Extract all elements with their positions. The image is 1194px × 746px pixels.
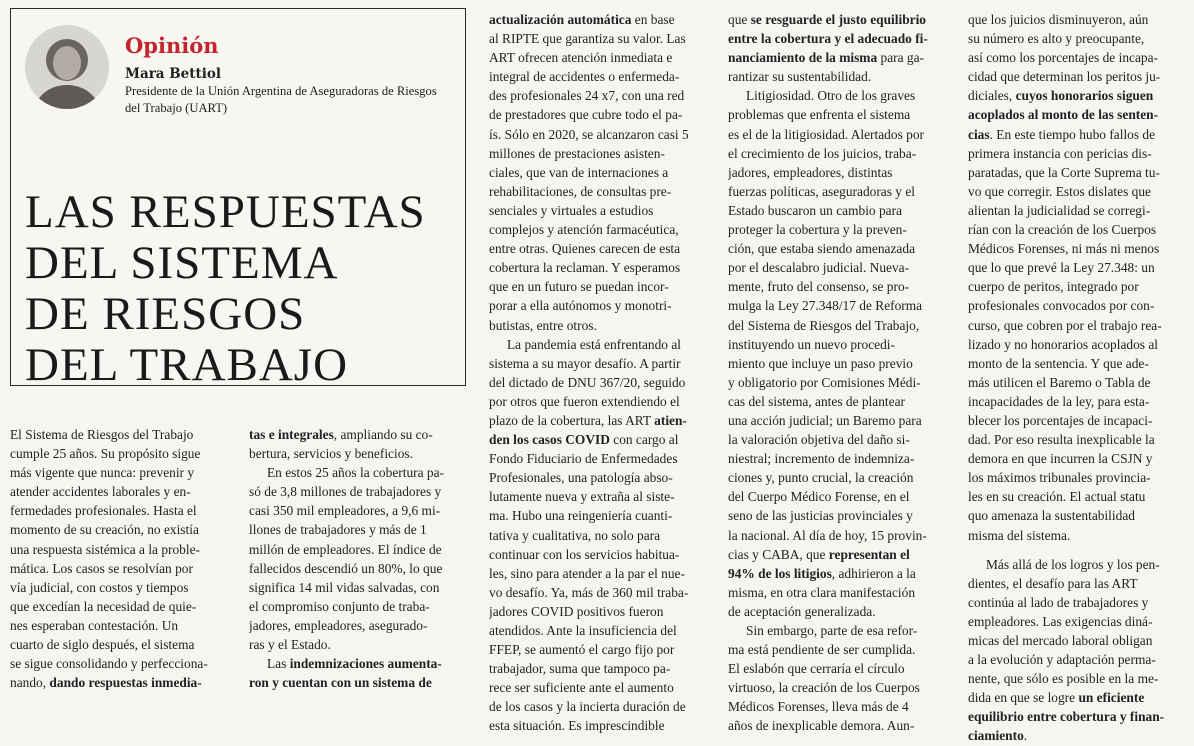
text-line xyxy=(728,545,948,564)
text-line: entre otras. Quienes carecen de esta xyxy=(489,241,681,257)
text-line: de aceptación generalizada. xyxy=(728,603,876,619)
text-line: lutamente nueva y extraña al siste- xyxy=(489,489,675,505)
bold-run: atien- xyxy=(654,412,687,428)
text-line: del dictado de DNU 367/20, seguido xyxy=(489,374,686,390)
headline-line: LAS RESPUESTAS xyxy=(25,186,426,238)
text-line: ART ofrecen atención inmediata e xyxy=(489,50,673,66)
text-run: , ampliando su co- xyxy=(333,427,433,442)
text-line: Sin embargo, parte de esa refor- xyxy=(746,623,918,638)
text-run: , adhirieron a la xyxy=(831,565,916,581)
bold-run: actualización automática xyxy=(489,12,632,27)
text-line: millones de prestaciones asisten- xyxy=(489,145,665,161)
text-line xyxy=(968,726,1186,745)
text-line: la valoración objetiva del daño si- xyxy=(728,432,910,448)
text-line: que excedían la necesidad de quie- xyxy=(10,598,197,614)
bold-run: indemnizaciones aumenta- xyxy=(289,656,442,672)
text-line: El Sistema de Riesgos del Trabajo xyxy=(10,427,194,442)
headline xyxy=(25,187,455,391)
text-run: plazo de la cobertura, las ART xyxy=(489,412,655,428)
bold-run: cuyos honorarios siguen xyxy=(1015,88,1154,104)
bold-run: cias xyxy=(968,126,990,142)
text-line: misma del sistema. xyxy=(968,527,1071,543)
text-line: del Sistema de Riesgos del Trabajo, xyxy=(728,317,920,333)
text-line: cidad que determinan los peritos ju- xyxy=(968,69,1161,85)
text-line: cumple 25 años. Su propósito sigue xyxy=(10,446,201,462)
text-line: ma está pendiente de ser cumplida. xyxy=(728,642,916,658)
text-line: porar a ella autónomos y monotri- xyxy=(489,298,672,314)
text-line xyxy=(10,673,232,692)
text-line: empleadores. Las exigencias diná- xyxy=(968,613,1153,629)
bold-run: equilibrio entre cobertura y finan- xyxy=(968,709,1165,725)
text-line: lizado y no honorarios acoplados al xyxy=(968,336,1159,352)
text-line: vo que corregir. Estos dislates que xyxy=(968,183,1151,199)
text-line: misma, en otra clara manifestación xyxy=(728,584,916,600)
text-line: incapacidades de la ley, para esta- xyxy=(968,393,1150,409)
text-line: quo amenaza la sustentabilidad xyxy=(968,508,1135,524)
text-line: FFEP, se aumentó el cargo fijo por xyxy=(489,642,675,658)
text-line: blecer los porcentajes de incapaci- xyxy=(968,412,1153,428)
text-line: les, sino para atender a la par el nue- xyxy=(489,565,685,581)
text-line xyxy=(728,10,948,29)
text-line: momento de su creación, no existía xyxy=(10,522,199,538)
text-line: los máximos tribunales provincia- xyxy=(968,470,1151,486)
text-line: su número es alto y preocupante, xyxy=(968,31,1145,47)
text-line: alientan la judicialidad se corregi- xyxy=(968,202,1151,218)
text-line: La pandemia está enfrentando al xyxy=(507,336,681,352)
text-line: dad. Por eso resulta inexplicable la xyxy=(968,432,1155,448)
text-line: esta situación. Es imprescindible xyxy=(489,718,665,734)
text-run: cias y CABA, que xyxy=(728,546,829,562)
text-line: virtuoso, la creación de los Cuerpos xyxy=(728,680,920,696)
text-line: ma. Hubo una reingeniería cuanti- xyxy=(489,508,673,524)
author-portrait-icon xyxy=(25,25,109,109)
text-line: butistas, entre otros. xyxy=(489,317,597,333)
author-photo xyxy=(25,25,109,109)
article-column-2 xyxy=(249,425,467,692)
section-label: Opinión xyxy=(125,33,219,58)
text-line xyxy=(728,29,948,48)
text-line: monto de la sentencia. Y que ade- xyxy=(968,355,1149,371)
text-line: continuar con los servicios habitua- xyxy=(489,546,680,562)
text-run: nando, xyxy=(10,675,50,691)
text-line: ís. Sólo en 2020, se alcanzaron casi 5 xyxy=(489,126,689,142)
text-line: jadores COVID positivos fueron xyxy=(489,603,664,619)
text-line: micas del mercado laboral obligan xyxy=(968,633,1153,648)
text-line: integral de accidentes o enfermeda- xyxy=(489,69,680,85)
text-line: que lo que prevé la Ley 27.348: un xyxy=(968,260,1155,276)
text-line: mente, fruto del consenso, se pro- xyxy=(728,279,910,295)
text-line: mulga la Ley 27.348/17 de Reforma xyxy=(728,298,923,314)
text-line: de prestadores que cubre todo el pa- xyxy=(489,107,683,123)
text-line: les en su creación. El actual statu xyxy=(968,489,1146,505)
text-line: que los juicios disminuyeron, aún xyxy=(968,12,1149,27)
text-line: seno de las justicias provinciales y xyxy=(728,508,913,524)
text-line xyxy=(728,564,948,583)
text-line xyxy=(968,105,1186,124)
bold-run: entre la cobertura y el adecuado fi- xyxy=(728,31,928,47)
text-line: fuerzas políticas, aseguradoras y el xyxy=(728,183,916,199)
text-line: nes esperaban contestación. Un xyxy=(10,617,179,633)
text-line: paratadas, que la Corte Suprema tu- xyxy=(968,164,1160,180)
text-line: rece ser suficiente ante el aumento xyxy=(489,680,674,696)
text-line xyxy=(249,425,467,444)
text-line: instituyendo un nuevo procedi- xyxy=(728,336,895,352)
text-line xyxy=(968,707,1186,726)
text-line: Profesionales, una patología abso- xyxy=(489,470,673,486)
bold-run: dando respuestas inmedia- xyxy=(49,675,202,691)
text-line: des profesionales 24 x7, con una red xyxy=(489,88,685,104)
text-run: . xyxy=(1023,728,1028,744)
bold-run: ron y cuentan con un sistema de xyxy=(249,675,432,691)
text-line: fermedades profesionales. Hasta el xyxy=(10,503,197,519)
text-line: de los casos y la incierta duración de xyxy=(489,699,686,715)
text-line xyxy=(249,654,467,673)
author-role: Presidente de la Unión Argentina de Aseguradoras de Riesgos del Trabajo (UART) xyxy=(125,84,437,115)
text-line: rantizar su sustentabilidad. xyxy=(728,69,872,85)
text-line xyxy=(489,430,707,449)
text-line: bertura, servicios y beneficios. xyxy=(249,446,413,462)
text-line xyxy=(489,411,707,430)
text-line: problemas que enfrenta el sistema xyxy=(728,107,911,123)
headline-line: DEL TRABAJO xyxy=(25,339,349,391)
text-line: niestral; incremento de indemniza- xyxy=(728,451,915,467)
text-line: así como los porcentajes de incapa- xyxy=(968,50,1158,66)
text-line: vo desafío. Ya, más de 360 mil traba- xyxy=(489,584,689,600)
text-line: Litigiosidad. Otro de los graves xyxy=(746,88,916,104)
text-line: del Cuerpo Médico Forense, en el xyxy=(728,489,910,505)
text-line: Médicos Forenses, lleva más de 4 xyxy=(728,699,909,715)
text-line xyxy=(728,48,948,67)
text-line: más utilicen el Baremo o Tabla de xyxy=(968,374,1151,390)
text-line: la nacional. Al día de hoy, 15 provin- xyxy=(728,527,927,543)
text-line: demora en que incurren la CSJN y xyxy=(968,451,1153,467)
text-run: para ga- xyxy=(877,50,924,66)
text-line: cas del sistema, antes de plantear xyxy=(728,393,905,409)
article-column-4 xyxy=(728,10,948,736)
headline-line: DEL SISTEMA xyxy=(25,237,339,289)
bold-run: tas e integrales xyxy=(249,427,334,442)
header-box xyxy=(10,8,466,391)
text-line: ras y el Estado. xyxy=(249,637,331,653)
text-line: profesionales convocados por con- xyxy=(968,298,1155,314)
text-line: casi 350 mil empleadores, a 9,6 mi- xyxy=(249,503,441,519)
bold-run: acoplados al monto de las senten- xyxy=(968,107,1159,123)
text-line: senciales y virtuales a estudios xyxy=(489,202,654,218)
text-line: ciones y, punto crucial, la creación xyxy=(728,470,914,486)
text-line: cuarto de siglo después, el sistema xyxy=(10,637,195,653)
bold-run: ciamiento xyxy=(968,728,1024,744)
text-run: Las xyxy=(267,656,290,672)
text-line xyxy=(249,673,467,692)
text-line xyxy=(489,10,707,29)
text-line xyxy=(968,688,1186,707)
text-line: continúa al lado de trabajadores y xyxy=(968,594,1149,610)
text-line: una respuesta sistémica a la proble- xyxy=(10,541,200,557)
text-run: con cargo al xyxy=(609,432,679,448)
text-line: a la evolución y adaptación perma- xyxy=(968,652,1156,668)
text-line: complejos y atención farmacéutica, xyxy=(489,222,679,238)
text-line: Más allá de los logros y los pen- xyxy=(986,556,1160,572)
text-line: mática. Los casos se resolvían por xyxy=(10,560,193,576)
text-line: al RIPTE que garantiza su valor. Las xyxy=(489,31,686,47)
text-line: trabajador, suma que tampoco pa- xyxy=(489,661,671,677)
article-column-5 xyxy=(968,10,1186,746)
text-line: cuerpo de peritos, integrado por xyxy=(968,279,1139,295)
bold-run: 94% de los litigios xyxy=(728,565,832,581)
text-line xyxy=(968,125,1186,144)
text-line: ción, que estaba siendo amenazada xyxy=(728,241,916,257)
text-line: años de inexplicable demora. Aun- xyxy=(728,718,915,734)
text-line: ciales, que van de internaciones a xyxy=(489,164,669,180)
text-line: que en un futuro se puedan incor- xyxy=(489,279,669,295)
text-line: atender accidentes laborales y en- xyxy=(10,484,191,500)
text-line: dientes, el desafío para las ART xyxy=(968,575,1138,591)
text-line: nente, que sólo es posible en la me- xyxy=(968,671,1159,687)
text-line: más vigente que nunca: prevenir y xyxy=(10,465,195,481)
text-line: jadores, empleadores, asegurado- xyxy=(249,617,428,633)
text-line: rían con la creación de los Cuerpos xyxy=(968,222,1157,238)
text-line: Fondo Fiduciario de Enfermedades xyxy=(489,451,678,467)
text-line: sistema a su mayor desafío. A partir xyxy=(489,355,681,371)
text-run: dida en que se logre xyxy=(968,690,1079,706)
text-line: y obligatorio por Comisiones Médi- xyxy=(728,374,921,390)
text-line: por el descalabro judicial. Nueva- xyxy=(728,260,910,276)
text-run: que xyxy=(728,12,751,27)
text-line: Médicos Forenses, ni más ni menos xyxy=(968,241,1160,257)
text-line: atendidos. Ante la insuficiencia del xyxy=(489,623,677,638)
bold-run: den los casos COVID xyxy=(489,432,610,448)
text-run: diciales, xyxy=(968,88,1016,104)
text-line: millón de empleadores. El índice de xyxy=(249,541,442,557)
text-line: el crecimiento de los juicios, traba- xyxy=(728,145,917,161)
headline-line: DE RIESGOS xyxy=(25,288,306,340)
text-line: fallecidos descendió un 80%, lo que xyxy=(249,560,443,576)
text-run: en base xyxy=(631,12,675,27)
text-line: só de 3,8 millones de trabajadores y xyxy=(249,484,442,500)
text-line: proteger la cobertura y la preven- xyxy=(728,222,907,238)
text-line: tativa y cualitativa, no solo para xyxy=(489,527,661,543)
text-line: rehabilitaciones, de consultas pre- xyxy=(489,183,672,199)
article-column-3 xyxy=(489,10,707,736)
text-line: se sigue consolidando y perfecciona- xyxy=(10,656,208,672)
text-line: el compromiso conjunto de traba- xyxy=(249,598,430,614)
text-line: cobertura la reclaman. Y esperamos xyxy=(489,260,681,276)
text-line xyxy=(968,86,1186,105)
text-line: llones de trabajadores y más de 1 xyxy=(249,522,427,538)
bold-run: representan el xyxy=(828,546,910,562)
text-line: primera instancia con pericias dis- xyxy=(968,145,1152,161)
author-name: Mara Bettiol xyxy=(125,66,221,82)
text-line: En estos 25 años la cobertura pa- xyxy=(267,465,444,481)
bold-run: nanciamiento de la misma xyxy=(728,50,878,66)
bold-run: un eficiente xyxy=(1078,690,1145,706)
text-line: por otros que fueron extendiendo el xyxy=(489,393,680,409)
text-line: jadores, empleadores, distintas xyxy=(728,164,893,180)
text-run: . En este tiempo hubo fallos de xyxy=(989,126,1156,142)
text-line: El eslabón que cerraría el círculo xyxy=(728,661,905,677)
text-line: Estado buscaron un cambio para xyxy=(728,202,903,218)
text-line: es el de la litigiosidad. Alertados por xyxy=(728,126,924,142)
text-line: vía judicial, con costos y tiempos xyxy=(10,579,189,595)
bold-run: se resguarde el justo equilibrio xyxy=(750,12,927,27)
text-line: curso, que cobren por el trabajo rea- xyxy=(968,317,1162,333)
text-line: miento que incluye un paso previo xyxy=(728,355,913,371)
text-line: una acción judicial; un Baremo para xyxy=(728,412,922,428)
article-column-1 xyxy=(10,425,232,692)
text-line: significa 14 mil vidas salvadas, con xyxy=(249,579,440,595)
